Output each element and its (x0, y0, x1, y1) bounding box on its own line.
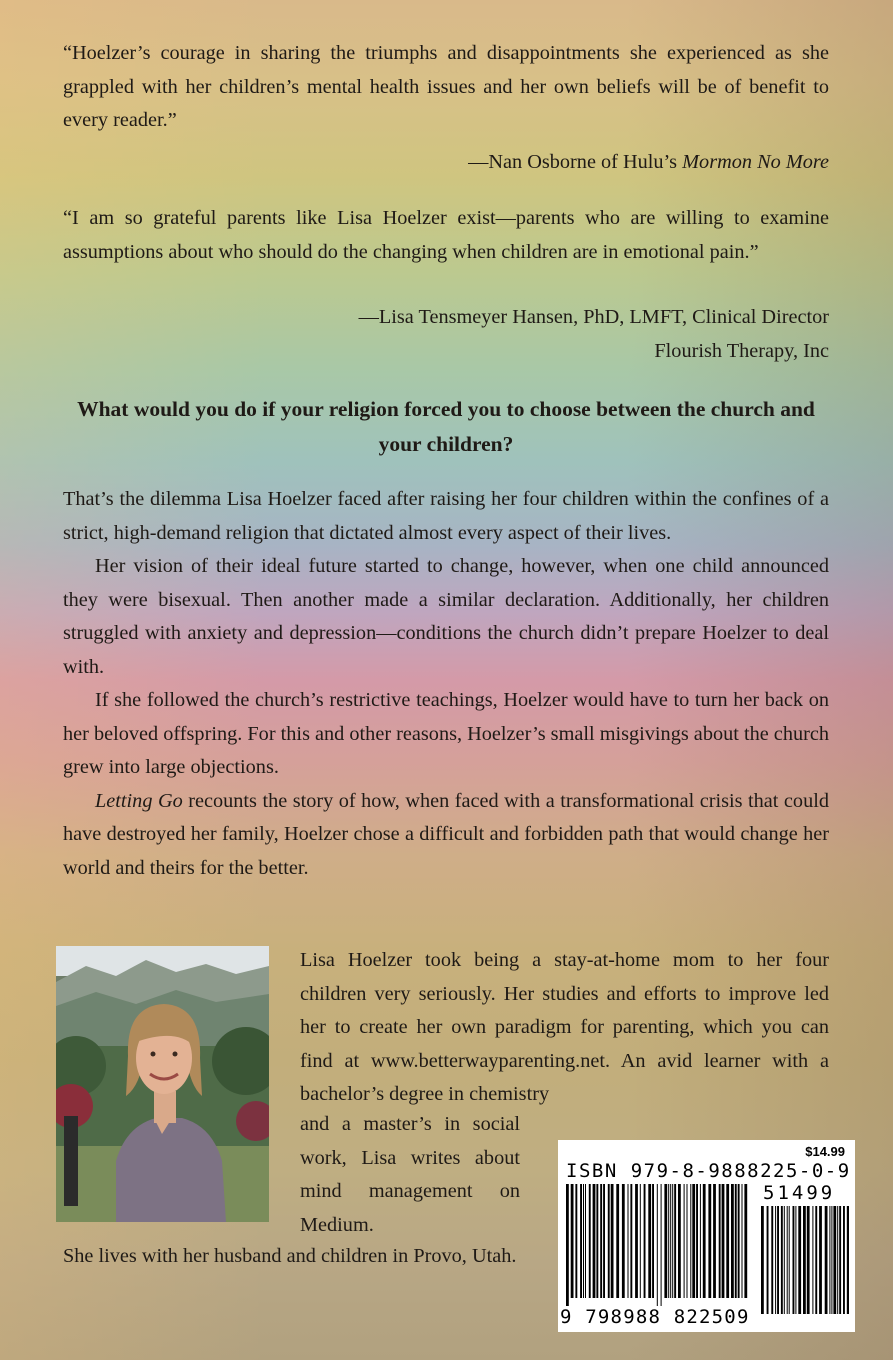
barcode-bar (708, 1184, 711, 1298)
description-paragraph-3: If she followed the church’s restrictive teachings, Hoelzer would have to turn her back on her beloved offspring. For this and other reasons, Hoelzer’s small misgivings about the church grew into large objections. (63, 689, 829, 778)
barcode-bar (807, 1206, 810, 1314)
barcode-bar (583, 1184, 584, 1298)
quote-2-text: “I am so grateful parents like Lisa Hoelzer exist—parents who are willing to examine assumptions about who should do the changing when children are in emotional pain.” (63, 207, 829, 263)
barcode-bar (640, 1184, 641, 1298)
barcode-bar (839, 1206, 841, 1314)
barcode-box (558, 1140, 855, 1332)
barcode-bar (798, 1206, 801, 1314)
barcode-bar (652, 1184, 654, 1298)
barcode-bar (603, 1184, 605, 1298)
book-title: Letting Go (95, 789, 183, 812)
barcode-bar (843, 1206, 845, 1314)
barcode-bar (596, 1184, 598, 1298)
barcode-bar (735, 1184, 737, 1298)
barcode-bar (672, 1184, 673, 1298)
barcode-bar (616, 1184, 619, 1298)
barcode-bar (781, 1206, 783, 1314)
author-photo-illustration (56, 946, 269, 1222)
barcode-bar (731, 1184, 734, 1298)
barcode-bar (777, 1206, 779, 1314)
barcode-bar (687, 1184, 688, 1298)
barcode-bar (803, 1206, 806, 1314)
barcode-bar (690, 1184, 691, 1298)
ean-barcode-bars (566, 1184, 751, 1312)
barcode-bar (847, 1206, 849, 1314)
barcode-bar (611, 1184, 614, 1298)
barcode-bar (793, 1206, 795, 1314)
barcode-bar (825, 1206, 828, 1314)
barcode-bar (833, 1206, 836, 1314)
barcode-bar (648, 1184, 651, 1298)
author-bio-top: Lisa Hoelzer took being a stay-at-home mom to her four children very seriously. Her studies and efforts to improve led her to create her own paradigm for parenting, which you can find at www.betterwayparenting.net. An avid learner with a bachelor’s degree in chemistry (300, 949, 829, 1105)
barcode-bar (831, 1206, 832, 1314)
barcode-bar (837, 1206, 838, 1314)
barcode-bar (664, 1184, 667, 1298)
author-bio-bottom: She lives with her husband and children in Provo, Utah. (63, 1245, 517, 1267)
barcode-bar (700, 1184, 701, 1298)
barcode-bar (593, 1184, 596, 1298)
barcode-bar (668, 1184, 669, 1298)
barcode-bar (585, 1184, 586, 1298)
barcode-bar (738, 1184, 740, 1298)
barcode-bar (815, 1206, 817, 1314)
addon-barcode-bars (761, 1206, 849, 1328)
barcode-bar (580, 1184, 582, 1298)
author-bio-narrow: and a master’s in social work, Lisa writes about mind management on Medium. (300, 1113, 520, 1236)
barcode-bar (608, 1184, 610, 1298)
barcode-bar (674, 1184, 676, 1298)
barcode-bar (630, 1184, 632, 1298)
quote-2-attribution (63, 301, 829, 368)
barcode-bar (622, 1184, 625, 1298)
barcode-bar (600, 1184, 602, 1298)
barcode-bar (742, 1184, 743, 1298)
barcode-bar (787, 1206, 788, 1314)
description-paragraph-4-rest: recounts the story of how, when faced with a transformational crisis that could have destroyed her family, Hoelzer chose a difficult and forbidden path that would change her world and theirs for the better. (63, 789, 829, 879)
quote-2-attribution-line-2: Flourish Therapy, Inc (654, 339, 829, 362)
barcode-bar (719, 1184, 721, 1298)
barcode-bar (661, 1184, 662, 1312)
description-paragraph-1: That’s the dilemma Lisa Hoelzer faced after raising her four children within the confines of a strict, high-demand religion that dictated almost every aspect of their lives. (63, 488, 829, 544)
barcode-bar (589, 1184, 591, 1298)
author-photo (56, 946, 269, 1222)
barcode-bar (684, 1184, 685, 1298)
barcode-bar (761, 1206, 764, 1314)
barcode-bar (775, 1206, 776, 1314)
barcode-bar (722, 1184, 725, 1298)
barcode-bar (670, 1184, 671, 1298)
barcode-bar (644, 1184, 646, 1298)
barcode-bar (726, 1184, 729, 1298)
barcode-bar (571, 1184, 574, 1298)
barcode-bar (657, 1184, 658, 1312)
barcode-bar (575, 1184, 577, 1298)
barcode-bar (789, 1206, 790, 1314)
price-label: $14.99 (805, 1144, 845, 1159)
barcode-bar (696, 1184, 698, 1298)
barcode-bar (829, 1206, 830, 1314)
addon-digits: 51499 (763, 1182, 836, 1204)
barcode-bar (703, 1184, 706, 1298)
description-paragraph-4 (63, 785, 829, 886)
headline: What would you do if your religion forced you to choose between the church and your children? (77, 397, 815, 456)
quote-1-attribution (63, 146, 829, 180)
description-paragraph-2: Her vision of their ideal future started to change, however, when one child announced they were bisexual. Then another made a similar declaration. Additionally, her children struggled with anxiety and depression—conditions the church didn’t prepare Hoelzer to deal with. (63, 555, 829, 678)
barcode-bar (628, 1184, 629, 1298)
isbn-label: ISBN 979-8-9888225-0-9 (566, 1160, 851, 1182)
barcode-bar (678, 1184, 681, 1298)
book-description (63, 483, 829, 885)
quote-2-attribution-line-1: —Lisa Tensmeyer Hansen, PhD, LMFT, Clinical Director (358, 306, 829, 328)
barcode-bar (795, 1206, 796, 1314)
barcode-bar (819, 1206, 822, 1314)
barcode-bar (744, 1184, 747, 1298)
barcode-bar (784, 1206, 785, 1314)
barcode-bar (713, 1184, 716, 1298)
barcode-bar (812, 1206, 813, 1314)
quote-1-text: “Hoelzer’s courage in sharing the triumphs and disappointments she experienced as she grappled with her children’s mental health issues and her own beliefs will be of benefit to every reader.” (63, 42, 829, 131)
barcode-bar (635, 1184, 638, 1298)
barcode-bar (771, 1206, 773, 1314)
quote-1-attribution-prefix: —Nan Osborne of Hulu’s (468, 151, 683, 173)
barcode-bar (767, 1206, 769, 1314)
ean-digits: 9 798988 822509 (560, 1306, 750, 1328)
quote-1-attribution-title: Mormon No More (682, 151, 829, 173)
barcode-bar (692, 1184, 695, 1298)
barcode-bar (566, 1184, 569, 1312)
